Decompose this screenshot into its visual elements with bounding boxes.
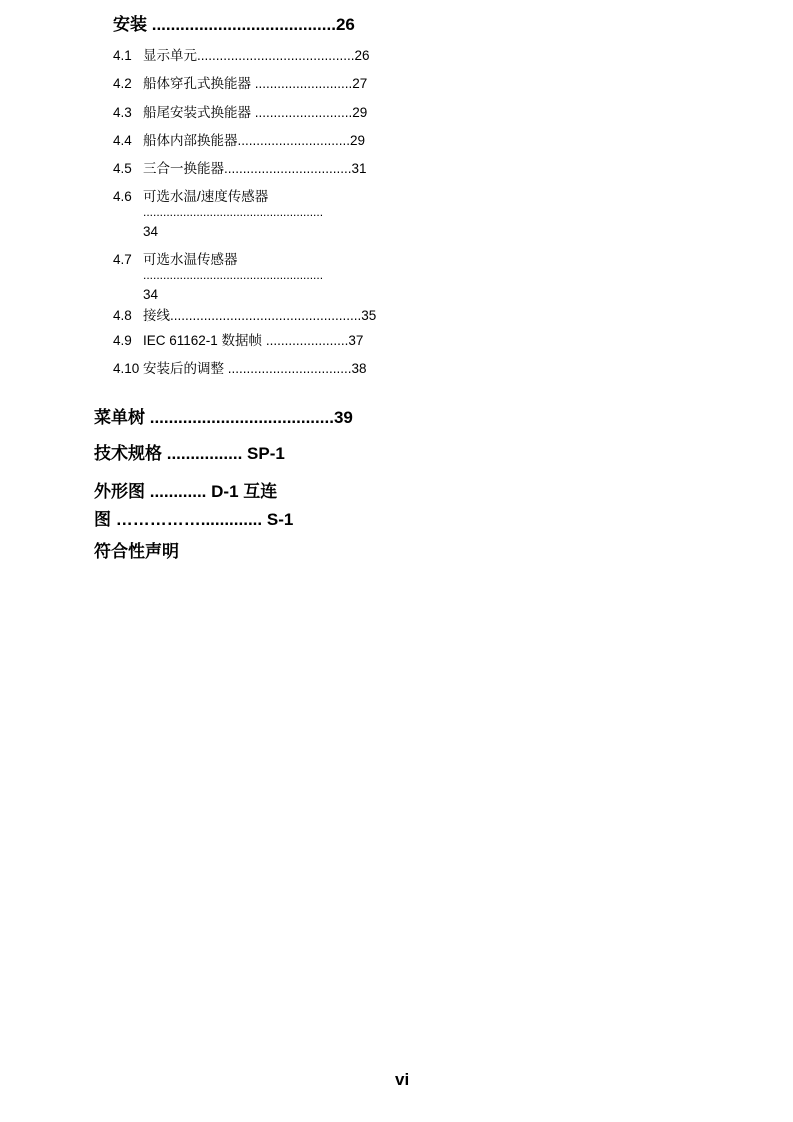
toc-dots: ....................................... xyxy=(145,408,334,427)
toc-section-number: 4.5 xyxy=(113,161,132,176)
toc-section-4-5[interactable] xyxy=(113,157,367,177)
toc-dots: ....................................... xyxy=(147,15,336,34)
toc-chapter-interconnect[interactable] xyxy=(94,505,293,530)
toc-section-number: 4.4 xyxy=(113,133,132,148)
toc-page: D-1 xyxy=(211,482,239,501)
toc-page: 29 xyxy=(350,133,366,148)
toc-title: 技术规格 xyxy=(94,444,162,463)
toc-section-4-6[interactable] xyxy=(113,185,268,205)
toc-section-4-7-dots xyxy=(143,268,323,282)
toc-page: 31 xyxy=(351,161,367,176)
toc-section-title: IEC 61162-1 数据帧 xyxy=(143,333,263,348)
page-number: vi xyxy=(395,1070,410,1089)
toc-section-number: 4.3 xyxy=(113,105,132,120)
toc-page: 34 xyxy=(143,287,159,302)
toc-section-4-6-page xyxy=(143,224,158,239)
toc-section-title: 可选水温/速度传感器 xyxy=(143,189,269,204)
toc-section-number: 4.8 xyxy=(113,308,132,323)
toc-section-title: 三合一换能器 xyxy=(143,161,224,176)
toc-chapter-outline[interactable] xyxy=(94,477,277,502)
toc-chapter-conformity[interactable] xyxy=(94,537,179,562)
toc-title-continued: 互连 xyxy=(243,482,278,501)
toc-section-4-4[interactable] xyxy=(113,129,365,149)
toc-section-4-6-dots xyxy=(143,205,323,219)
toc-section-number: 4.9 xyxy=(113,333,132,348)
toc-section-4-7[interactable] xyxy=(113,248,238,268)
toc-page: 38 xyxy=(351,361,367,376)
toc-dots: .......................................... xyxy=(197,48,355,63)
toc-chapter-specs[interactable] xyxy=(94,439,285,464)
toc-section-4-3[interactable] xyxy=(113,101,367,121)
toc-page: 26 xyxy=(335,15,355,34)
toc-section-number: 4.2 xyxy=(113,76,132,91)
toc-dots: ............ xyxy=(145,482,207,501)
toc-section-number: 4.6 xyxy=(113,189,132,204)
toc-page: 29 xyxy=(352,105,368,120)
toc-page: 37 xyxy=(348,333,364,348)
toc-dots: ................................................... xyxy=(170,308,362,323)
toc-section-4-7-page xyxy=(143,287,158,302)
toc-section-4-9[interactable] xyxy=(113,329,363,349)
toc-section-title: 船体内部换能器 xyxy=(143,133,238,148)
toc-page: 39 xyxy=(333,408,353,427)
toc-dots: ...................... xyxy=(262,333,349,348)
toc-section-title: 船尾安装式换能器 xyxy=(143,105,251,120)
toc-dots: .......................... xyxy=(251,76,353,91)
toc-chapter-menu-tree[interactable] xyxy=(94,403,353,428)
toc-dots: ................ xyxy=(162,444,243,463)
toc-dots: ...................................................... xyxy=(143,205,324,219)
toc-dots: ...................................................... xyxy=(143,268,324,282)
toc-dots: ................................. xyxy=(224,361,352,376)
toc-section-number: 4.10 xyxy=(113,361,140,376)
toc-section-4-8[interactable] xyxy=(113,304,376,324)
toc-section-title: 船体穿孔式换能器 xyxy=(143,76,251,91)
toc-title: 安装 xyxy=(113,15,147,34)
toc-dots: .................................. xyxy=(224,161,352,176)
toc-section-number: 4.1 xyxy=(113,48,132,63)
toc-section-title: 可选水温传感器 xyxy=(143,252,238,267)
toc-title: 符合性声明 xyxy=(94,542,179,561)
toc-dots: ……………............. xyxy=(111,510,263,529)
toc-section-title: 接线 xyxy=(143,308,170,323)
toc-section-number: 4.7 xyxy=(113,252,132,267)
toc-section-title: 安装后的调整 xyxy=(143,361,224,376)
toc-page: SP-1 xyxy=(247,444,285,463)
toc-section-title: 显示单元 xyxy=(143,48,197,63)
toc-page: 34 xyxy=(143,224,159,239)
toc-dots: .............................. xyxy=(237,133,351,148)
toc-section-4-10[interactable] xyxy=(113,357,367,377)
toc-dots: .......................... xyxy=(251,105,353,120)
toc-page: 26 xyxy=(354,48,370,63)
toc-section-4-1[interactable] xyxy=(113,44,370,64)
toc-title: 图 xyxy=(94,510,111,529)
toc-title: 外形图 xyxy=(94,482,145,501)
toc-page: 35 xyxy=(361,308,377,323)
toc-page: 27 xyxy=(352,76,368,91)
toc-section-4-2[interactable] xyxy=(113,72,367,92)
toc-page: S-1 xyxy=(266,510,294,529)
toc-chapter-install[interactable] xyxy=(113,10,355,35)
toc-title: 菜单树 xyxy=(94,408,145,427)
